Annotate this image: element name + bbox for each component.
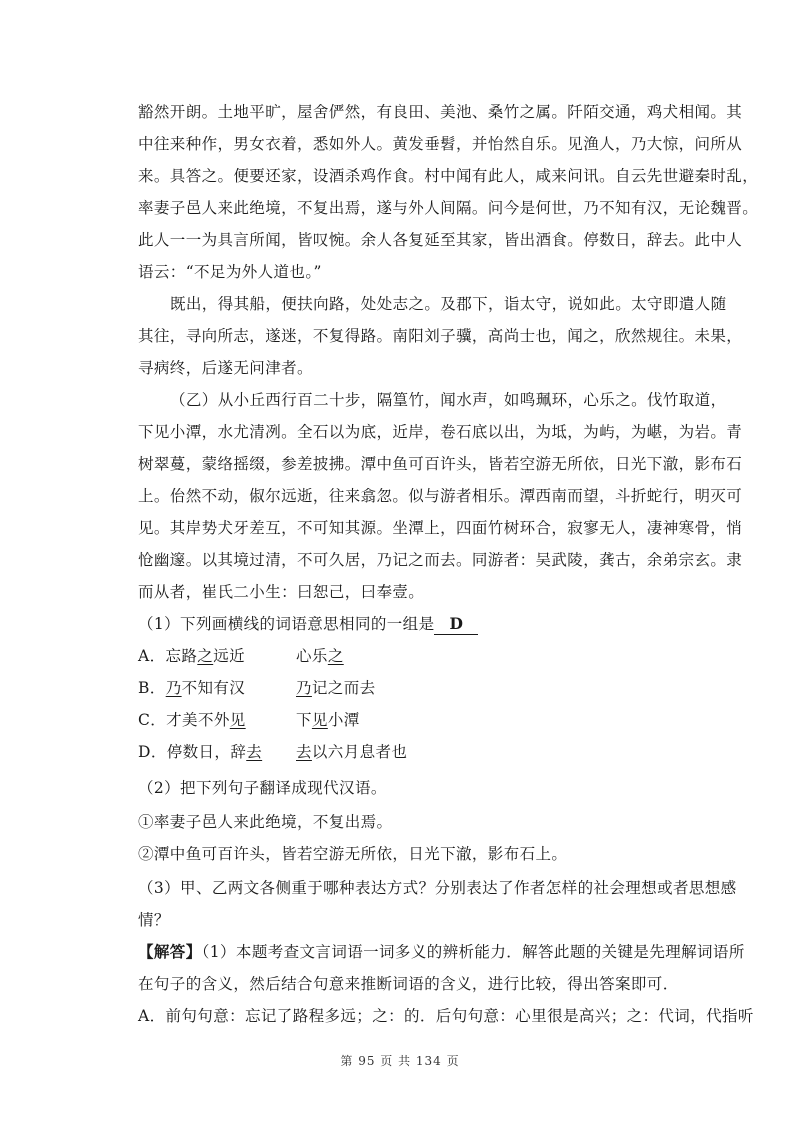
solution-line-1: 【解答】（1）本题考查文言词语一词多义的辨析能力．解答此题的关键是先理解词语所 bbox=[138, 942, 745, 961]
passage-line: 来。具答之。便要还家，设酒杀鸡作食。村中闻有此人，咸来问讯。自云先世避秦时乱， bbox=[138, 167, 759, 185]
option-d-right: 去以六月息者也 bbox=[296, 743, 408, 761]
passage-line: 上。佁然不动，俶尔远逝，往来翕忽。似与游者相乐。潭西南而望，斗折蛇行，明灭可 bbox=[138, 487, 743, 505]
solution-line-2: 在句子的含义，然后结合句意来推断词语的含义，进行比较，得出答案即可． bbox=[138, 975, 679, 993]
option-a-left: A．忘路之远近 bbox=[138, 647, 246, 665]
question-2-sentence-2: ②潭中鱼可百许头，皆若空游无所依，日光下澈，影布石上。 bbox=[138, 845, 568, 863]
passage-line: 语云：“不足为外人道也。” bbox=[138, 263, 322, 281]
question-1-prompt bbox=[138, 608, 698, 640]
question-3-line-1: （3）甲、乙两文各侧重于哪种表达方式？分别表达了作者怎样的社会理想或者思想感 bbox=[138, 879, 737, 897]
passage-line: 豁然开朗。土地平旷，屋舍俨然，有良田、美池、桑竹之属。阡陌交通，鸡犬相闻。其 bbox=[138, 103, 743, 121]
solution-line-3: A．前句句意：忘记了路程多远；之：的．后句句意：心里很是高兴；之：代词，代指听 bbox=[138, 1007, 754, 1025]
option-row-d bbox=[138, 736, 698, 768]
option-row-b bbox=[138, 672, 698, 704]
option-b-left: B．乃不知有汉 bbox=[138, 679, 246, 697]
option-row-c bbox=[138, 704, 698, 736]
option-b-right: 乃记之而去 bbox=[296, 679, 376, 697]
option-a-right: 心乐之 bbox=[296, 647, 344, 665]
option-c-right: 下见小潭 bbox=[296, 711, 360, 729]
question-3-line-2: 情？ bbox=[138, 911, 170, 929]
passage-line: 下见小潭，水尤清冽。全石以为底，近岸，卷石底以出，为坻，为屿，为嵁，为岩。青 bbox=[138, 423, 743, 441]
passage-line: 树翠蔓，蒙络摇缀，参差披拂。潭中鱼可百许头，皆若空游无所依，日光下澈，影布石 bbox=[138, 455, 743, 473]
question-2-sentence-1: ①率妻子邑人来此绝境，不复出焉。 bbox=[138, 813, 393, 831]
question-1-text: （1）下列画横线的词语意思相同的一组是 bbox=[138, 615, 435, 633]
option-c-left: C．才美不外见 bbox=[138, 711, 246, 729]
passage-line: 见。其岸势犬牙差互，不可知其源。坐潭上，四面竹树环合，寂寥无人，凄神寒骨，悄 bbox=[138, 519, 743, 537]
page-footer: 第 95 页 共 134 页 bbox=[340, 1054, 460, 1068]
passage-line: 中往来种作，男女衣着，悉如外人。黄发垂髫，并怡然自乐。见渔人，乃大惊，问所从 bbox=[138, 135, 743, 153]
answer-blank: D bbox=[434, 614, 478, 635]
passage-line: 既出，得其船，便扶向路，处处志之。及郡下，诣太守，说如此。太守即遣人随 bbox=[170, 295, 727, 313]
passage-line: （乙）从小丘西行百二十步，隔篁竹，闻水声，如鸣珮环，心乐之。伐竹取道， bbox=[170, 391, 727, 409]
question-2-prompt: （2）把下列句子翻译成现代汉语。 bbox=[138, 779, 387, 797]
passage-line: 寻病终，后遂无问津者。 bbox=[138, 359, 313, 377]
passage-line: 率妻子邑人来此绝境，不复出焉，遂与外人间隔。问今是何世，乃不知有汉，无论魏晋。 bbox=[138, 199, 759, 217]
passage-line: 此人一一为具言所闻，皆叹惋。余人各复延至其家，皆出酒食。停数日，辞去。此中人 bbox=[138, 231, 743, 249]
passage-line: 怆幽邃。以其境过清，不可久居，乃记之而去。同游者：吴武陵，龚古，余弟宗玄。隶 bbox=[138, 551, 743, 569]
option-d-left: D．停数日，辞去 bbox=[138, 743, 263, 761]
passage-line: 而从者，崔氏二小生：曰恕己，曰奉壹。 bbox=[138, 583, 425, 601]
solution-tag: 【解答】 bbox=[138, 942, 202, 961]
option-row-a bbox=[138, 640, 698, 672]
passage-line: 其往，寻向所志，遂迷，不复得路。南阳刘子骥，高尚士也，闻之，欣然规往。未果， bbox=[138, 327, 743, 345]
